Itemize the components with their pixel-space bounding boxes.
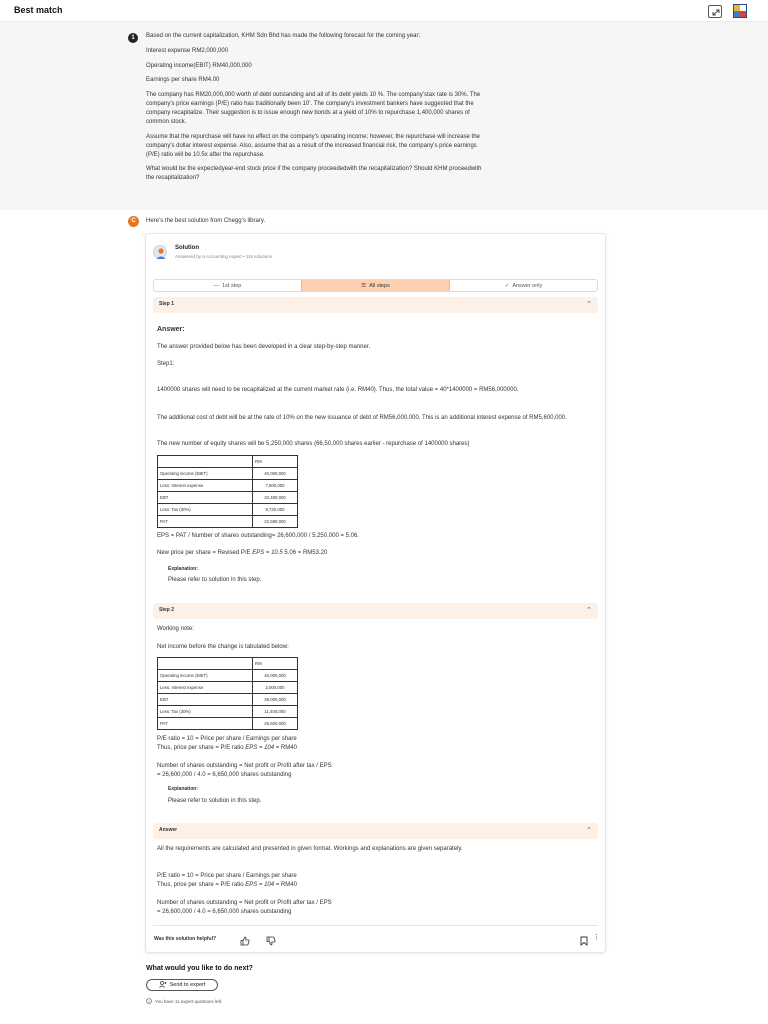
solution-meta: Answered by a Accounting expert • 116 solutions bbox=[175, 254, 273, 259]
table-header-cell: RM bbox=[253, 658, 298, 670]
more-options-icon[interactable]: ⋮ bbox=[593, 934, 600, 941]
working-note: Working note: bbox=[157, 626, 194, 632]
view-mode-toggle bbox=[153, 279, 598, 292]
list-icon: ☰ bbox=[361, 282, 367, 289]
table-row: PAT 26,600,000 bbox=[158, 718, 298, 730]
solution-title: Solution bbox=[175, 245, 199, 251]
explanation-title: Explanation: bbox=[168, 786, 199, 792]
shares-line: = 26,600,000 / 4.0 = 6,650,000 shares outstanding bbox=[157, 772, 292, 778]
question-line: Interest expense RM2,000,000 bbox=[146, 48, 229, 54]
question-line: Operating income(EBIT) RM40,000,000 bbox=[146, 63, 252, 69]
bookmark-icon[interactable] bbox=[580, 933, 588, 943]
tab-label: All steps bbox=[369, 282, 390, 289]
question-paragraph: What would be the expectedyear-end stock price if the company proceededwith the recapitalization? Should KHM proceedwith the recapitalization? bbox=[146, 166, 482, 181]
step-text: The answer provided below has been developed in a clear step-by-step manner. bbox=[157, 344, 371, 350]
eps-line: EPS = PAT / Number of shares outstanding= 26,600,000 / 5,250,000 = 5.06. bbox=[157, 533, 359, 539]
step-text: Step1: bbox=[157, 361, 175, 367]
quota-text: You have 11 expert questions left. bbox=[155, 999, 223, 1004]
question-paragraph: The company has RM20,000,000 worth of debt outstanding and all of its debt yields 10 %. The company’stax rate is 30%. The company's price earnings (P/E) ratio has traditionally been 10’. The company's investment bankers have suggested that the company recapitalize. Their suggestion is to issue enough new bonds at a yield of 10% to repurchase 1,400,000 shares of common stock. bbox=[146, 92, 481, 125]
app-logo-icon[interactable] bbox=[733, 4, 747, 18]
divider bbox=[153, 925, 598, 926]
table-row: Less: Tax (30%) 9,720,000 bbox=[158, 504, 298, 516]
table-row: Operating income (EBIT) 40,000,000 bbox=[158, 468, 298, 480]
expert-icon bbox=[159, 981, 167, 990]
answer-summary: All the requirements are calculated and presented in given format. Workings and explanations are given separately. bbox=[157, 846, 463, 852]
answer-header[interactable] bbox=[153, 823, 598, 839]
info-icon bbox=[146, 998, 152, 1005]
expert-avatar bbox=[153, 245, 167, 259]
pe-ratio-line: P/E ratio = 10 = Price per share / Earnings per share bbox=[157, 736, 297, 742]
step-text: The new number of equity shares will be 5,250,000 shares (66,50,000 shares earlier - repurchase of 1400000 shares) bbox=[157, 441, 470, 447]
send-to-expert-button[interactable] bbox=[146, 979, 218, 991]
expert-quota bbox=[146, 998, 222, 1005]
step-2-header[interactable] bbox=[153, 603, 598, 619]
chegg-logo-icon: C bbox=[128, 216, 139, 227]
table-cell bbox=[158, 658, 253, 670]
send-label: Send to expert bbox=[169, 982, 206, 988]
table-row: EBT 32,400,000 bbox=[158, 492, 298, 504]
thumbs-down-icon[interactable] bbox=[266, 933, 276, 943]
step-text: The additional cost of debt will be at the rate of 10% on the new issuance of debt of RM56,000,000. This is an additional interest expense of RM5,600,000. bbox=[157, 415, 567, 421]
tab-label: Answer only bbox=[512, 282, 543, 289]
question-line: Earnings per share RM4.00 bbox=[146, 77, 220, 83]
explanation-body: Please refer to solution in this step. bbox=[168, 798, 262, 804]
new-price-line: New price per share = Revised P/E EPS = 10.5 5.06 = RM53.20 bbox=[157, 550, 328, 556]
table-cell bbox=[158, 456, 253, 468]
page-title: Best match bbox=[14, 5, 63, 15]
helpful-prompt: Was this solution helpful? bbox=[154, 936, 217, 942]
step-1-table bbox=[157, 455, 298, 528]
table-row: Less: Interest expense 7,600,000 bbox=[158, 480, 298, 492]
question-number-badge: 1 bbox=[128, 33, 138, 43]
explanation-body: Please refer to solution in this step. bbox=[168, 577, 262, 583]
explanation-title: Explanation: bbox=[168, 566, 199, 572]
table-row: Less: Interest expense 2,000,000 bbox=[158, 682, 298, 694]
question-block bbox=[0, 22, 768, 210]
price-line: Thus, price per share = P/E ratio EPS = 104 = RM40 bbox=[157, 882, 297, 888]
table-row: Operating income (EBIT) 40,000,000 bbox=[158, 670, 298, 682]
step-2-table bbox=[157, 657, 298, 730]
next-actions-title: What would you like to do next? bbox=[146, 965, 253, 972]
chevron-up-icon[interactable]: ⌃ bbox=[586, 301, 592, 308]
question-intro: Based on the current capitalization, KHM Sdn Bhd has made the following forecast for the coming year: bbox=[146, 33, 421, 39]
price-line: Thus, price per share = P/E ratio EPS = 104 = RM40 bbox=[157, 745, 297, 751]
step-label: Step 2 bbox=[159, 607, 175, 613]
table-header-cell: RM bbox=[253, 456, 298, 468]
step-1-header[interactable] bbox=[153, 297, 598, 313]
pe-ratio-line: P/E ratio = 10 = Price per share / Earnings per share bbox=[157, 873, 297, 879]
check-icon: ✓ bbox=[504, 282, 510, 289]
table-row: EBT 38,000,000 bbox=[158, 694, 298, 706]
step-label: Step 1 bbox=[159, 301, 175, 307]
step-label: Answer bbox=[159, 827, 178, 833]
thumbs-up-icon[interactable] bbox=[240, 933, 250, 943]
shares-line: = 26,600,000 / 4.0 = 6,650,000 shares outstanding bbox=[157, 909, 292, 915]
source-text: Here’s the best solution from Chegg’s library. bbox=[146, 218, 266, 224]
answer-heading: Answer: bbox=[157, 326, 185, 333]
table-row: PAT 22,680,000 bbox=[158, 516, 298, 528]
tab-label: 1st step bbox=[222, 282, 242, 289]
tab-all-steps[interactable] bbox=[301, 280, 450, 291]
dash-icon: — bbox=[213, 282, 220, 289]
tab-answer-only[interactable] bbox=[450, 280, 597, 291]
top-bar bbox=[0, 0, 768, 22]
step-text: Net income before the change is tabulated below: bbox=[157, 644, 289, 650]
chevron-up-icon[interactable]: ⌃ bbox=[586, 827, 592, 834]
shares-line: Number of shares outstanding = Net profit or Profit after tax / EPS bbox=[157, 763, 332, 769]
step-text: 1400000 shares will need to be recapitalized at the current market rate (i.e. RM40). Thus, the total value = 40*1400000 = RM56,000000. bbox=[157, 387, 519, 393]
table-row: Less: Tax (30%) 11,400,000 bbox=[158, 706, 298, 718]
expand-icon[interactable] bbox=[708, 5, 722, 18]
question-paragraph: Assume that the repurchase will have no effect on the company's operating income; however, the repurchase will increase the company's dollar interest expense. Also, assume that as a result of the increased financial risk, the company's price earnings (P/E) ratio will be 10.5x after the repurchase. bbox=[146, 134, 480, 158]
chevron-up-icon[interactable]: ⌃ bbox=[586, 607, 592, 614]
tab-1st-step[interactable] bbox=[154, 280, 301, 291]
shares-line: Number of shares outstanding = Net profit or Profit after tax / EPS bbox=[157, 900, 332, 906]
